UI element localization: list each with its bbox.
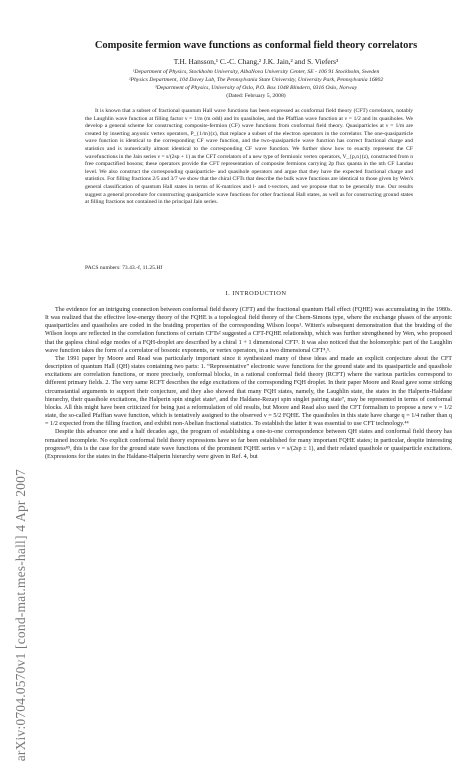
- paragraph: The 1991 paper by Moore and Read was particularly important since it synthesized many of these ideas and made an explicit conjecture about the CFT description of quantum Hall (QH) states containing two parts: 1. “Representative” electronic wave functions for the ground state and its quasiparticle and quasihole excitations are correlation functions, or more precisely, conformal blocks, in a rational conformal field theory (RCFT) where the various particles correspond to different primary fields. 2. The very same RCFT describes the edge excitations of the corresponding FQH droplet. In their paper Moore and Read gave some striking circumstantial arguments to support their conjecture, and they also showed that many FQH states, namely, the Laughlin state, the states in the Halperin-Haldane hierarchy, their quasihole excitations, the Halperin spin singlet state⁶, and the Haldane-Rezayi spin singlet pairing state⁷, may be represented in terms of conformal blocks. All this might have been criticized for being just a reformulation of old results, but Moore and Read also used the CFT formalism to propose a new ν = 1/2 state, the so-called Pfaffian wave function, which is tentatively assigned to the observed ν = 5/2 FQHE. The quasiholes in this state have charge q = 1/4 rather than q = 1/2 expected from the filling fraction, and exhibit non-Abelian fractional statistics. To establish the latter it was essential to use CFT technology.⁴⁴: [45, 355, 452, 428]
- body-text: [45, 306, 452, 461]
- section-heading: I. INTRODUCTION: [225, 290, 287, 297]
- abstract: [85, 108, 413, 207]
- paper-title: Composite fermion wave functions as conformal field theory correlators: [94, 40, 418, 51]
- abstract-text: It is known that a subset of fractional quantum Hall wave functions has been expressed as conformal field theory (CFT) correlators, notably the Laughlin wave function at filling factor ν = 1/m (m odd) and its quasiholes, and the Pfaffian wave function at ν = 1/2 and its quasiholes. We develop a general scheme for constructing composite-fermion (CF) wave functions from conformal field theory. Quasiparticles at ν = 1/m are created by inserting anyonic vertex operators, P_{1/m}(z), that replace a subset of the electron operators in the correlator. The one-quasiparticle wave function is identical to the corresponding CF wave function, and the two-quasiparticle wave function has correct fractional charge and statistics and is numerically almost identical to the corresponding CF wave function. We further show how to exactly represent the CF wavefunctions in the Jain series ν = s/(2sp + 1) as the CFT correlators of a new type of fermionic vertex operators, V_{p,n}(z), constructed from n free compactified bosons; these operators provide the CFT representation of composite fermions carrying 2p flux quanta in the nth CF Landau level. We also construct the corresponding quasiparticle- and quasihole operators and argue that they have the expected fractional charge and statistics. For filling fractions 2/5 and 3/7 we show that the chiral CFTs that describe the bulk wave functions are identical to those given by Wen's general classification of quantum Hall states in terms of K-matrices and l- and t-vectors, and we propose that to be generally true. Our results suggest a general procedure for constructing quasiparticle wave functions for other fractional Hall states, as well as for constructing ground states at filling fractions not contained in the principal Jain series.: [85, 108, 413, 206]
- pacs-numbers: PACS numbers: 73.43.-f, 11.25.Hf: [85, 265, 163, 271]
- affiliation-3: ³Department of Physics, University of Oslo, P.O. Box 1048 Blindern, 0316 Oslo, Norway: [154, 85, 358, 91]
- affiliation-1: ¹Department of Physics, Stockholm University, AlbaNova University Center, SE - 106 91 Stockholm, Sweden: [132, 69, 380, 75]
- affiliation-2: ²Physics Department, 104 Davey Lab, The Pennsylvania State University, University Park, Pennsylvania 16802: [128, 77, 384, 83]
- arxiv-stamp: [13, 125, 35, 761]
- author-list: T.H. Hansson,¹ C.-C. Chang,² J.K. Jain,² and S. Viefers³: [173, 57, 339, 66]
- paragraph: The evidence for an intriguing connection between conformal field theory (CFT) and the fractional quantum Hall effect (FQHE) was accumulating in the 1980s. It was realized that the effective low-energy theory of the FQHE is a topological field theory of the Chern-Simons type, where the exchange phases of the anyonic quasiparticles and quasiholes are coded in the braiding properties of the corresponding Wilson loops¹. Witten's subsequent demonstration that the braiding of the Wilson loops are reflected in the correlation functions of certain CFTs² suggested a CFT-FQHE relationship, which was further strengthened by Wen, who proposed that the gapless chiral edge modes of a FQH-droplet are described by a chiral 1 + 1 dimensional CFT³. It was also noticed that the holomorphic part of the Laughlin wave function takes the form of a correlator of bosonic exponents, or vertex operators, in a two dimensional CFT⁴,⁵.: [45, 307, 452, 354]
- arxiv-id: arXiv:0704.0570v1 [cond-mat.mes-hall] 4 Apr 2007: [13, 469, 28, 761]
- paragraph: Despite this advance one and a half decades ago, the program of establishing a one-to-one correspondence between QH states and conformal field theory has remained incomplete. No explicit conformal field theory expressions have so far been established for many important FQHE states; in particular, despite interesting progress⁸⁹, this is the case for the ground state wave functions of the prominent FQHE series ν = s/(2sp ± 1), and their related quasihole or quasiparticle excitations. (Expressions for the states in the Haldane-Halperin hierarchy were given in Ref. 4, but: [45, 429, 452, 460]
- date-line: (Dated: February 5, 2008): [226, 93, 286, 99]
